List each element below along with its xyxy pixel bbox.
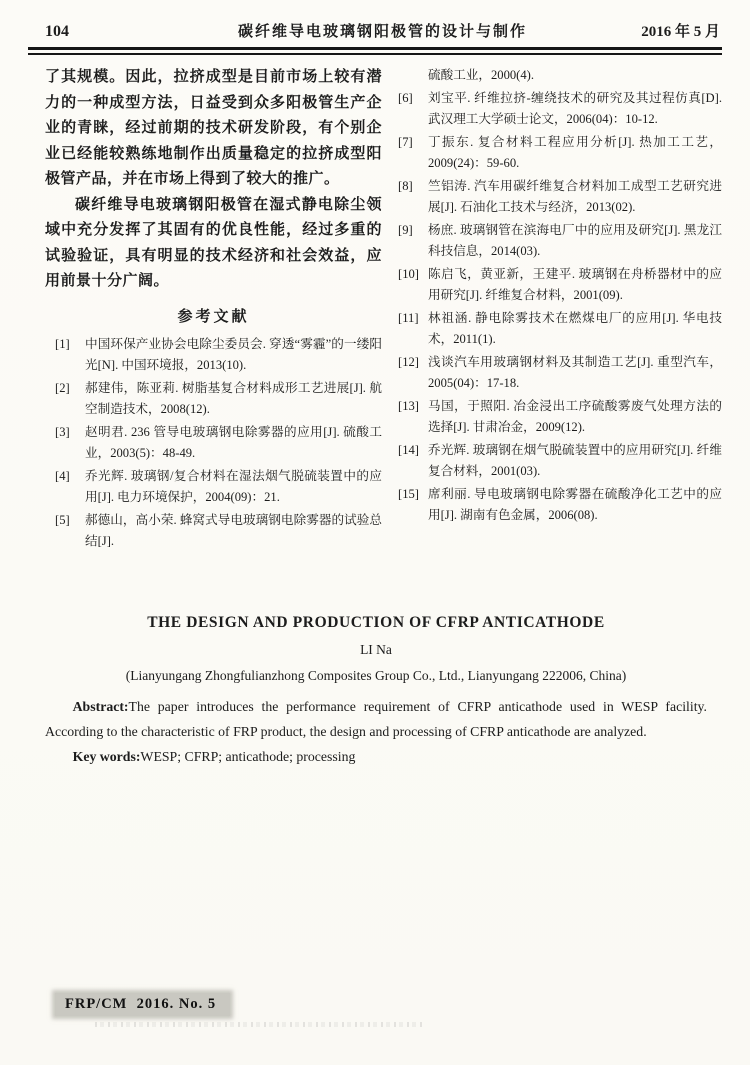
reference-marker: [6] (398, 90, 413, 105)
reference-text: 竺铝涛. 汽车用碳纤维复合材料加工成型工艺研究进展[J]. 石油化工技术与经济，2013(02). (428, 178, 722, 214)
page-number: 104 (45, 23, 69, 40)
header-rule-thick (28, 47, 722, 50)
reference-marker: [1] (55, 336, 70, 351)
reference-text: 赵明君. 236 管导电玻璃钢电除雾器的应用[J]. 硫酸工业，2003(5)：48-49. (85, 424, 382, 460)
body-columns (0, 55, 750, 554)
reference-item (55, 422, 382, 465)
reference-text: 乔光辉. 玻璃钢在烟气脱硫装置中的应用研究[J]. 纤维复合材料，2001(03). (428, 442, 722, 478)
reference-item (398, 264, 722, 307)
running-title: 碳纤维导电玻璃钢阳极管的设计与制作 (237, 24, 527, 40)
abstract-label: Abstract: (72, 698, 129, 714)
reference-marker: [10] (398, 266, 419, 281)
reference-text: 丁振东. 复合材料工程应用分析[J]. 热加工工艺，2009(24)：59-60. (428, 134, 722, 170)
reference-text: 刘宝平. 纤维拉挤-缠绕技术的研究及其过程仿真[D]. 武汉理工大学硕士论文，2006(04)：10-12. (428, 90, 722, 126)
keywords-line (45, 744, 707, 769)
reference-item (55, 466, 382, 509)
reference-item (398, 132, 722, 175)
reference-marker: [7] (398, 134, 413, 149)
abstract-paragraph (45, 694, 707, 744)
reference-item (398, 440, 722, 483)
reference-marker: [2] (55, 380, 70, 395)
reference-text: 浅谈汽车用玻璃钢材料及其制造工艺[J]. 重型汽车，2005(04)：17-18. (428, 354, 722, 390)
reference-marker: [3] (55, 424, 70, 439)
issue-date: 2016 年 5 月 (641, 24, 720, 40)
reference-item (398, 352, 722, 395)
abstract-text: The paper introduces the performance requirement of CFRP anticathode used in WESP facility. According to the characteristic of FRP product, the design and processing of CFRP anticathode are analyzed. (45, 698, 707, 739)
english-author: LI Na (360, 641, 392, 657)
english-abstract-section (0, 554, 750, 769)
reference-marker: [5] (55, 512, 70, 527)
paragraph-continuation: 了其规模。因此，拉挤成型是目前市场上较有潜力的一种成型方法，日益受到众多阳极管生产企业的青睐，经过前期的技术研发阶段，有个别企业已经能较熟练地制作出质量稳定的拉挤成型阳极管产品，并在市场上得到了较大的推广。 (45, 69, 382, 187)
journal-footer-stamp: FRP/CM 2016. No. 5 (55, 993, 230, 1016)
right-column (398, 65, 722, 554)
reference-item (398, 88, 722, 131)
reference-text: 林祖涵. 静电除雾技术在燃煤电厂的应用[J]. 华电技术，2011(1). (428, 310, 722, 346)
english-title: THE DESIGN AND PRODUCTION OF CFRP ANTICATHODE (147, 613, 605, 631)
english-affiliation: (Lianyungang Zhongfulianzhong Composites Group Co., Ltd., Lianyungang 222006, China) (125, 667, 627, 683)
scan-artifact (95, 1022, 425, 1027)
reference-item (398, 484, 722, 527)
reference-item (55, 334, 382, 377)
reference-item (55, 378, 382, 421)
paragraph-conclusion: 碳纤维导电玻璃钢阳极管在湿式静电除尘领域中充分发挥了其固有的优良性能，经过多重的试验验证，具有明显的技术经济和社会效益，应用前景十分广阔。 (45, 196, 382, 289)
reference-text: 中国环保产业协会电除尘委员会. 穿透“雾霾”的一缕阳光[N]. 中国环境报，2013(10). (85, 336, 382, 372)
reference-marker: [11] (398, 310, 419, 325)
reference-item (55, 510, 382, 553)
left-column (45, 65, 382, 554)
reference-marker: [14] (398, 442, 419, 457)
reference-text: 席利丽. 导电玻璃钢电除雾器在硫酸净化工艺中的应用[J]. 湖南有色金属，2006(08). (428, 486, 722, 522)
reference-text: 陈启飞，黄亚新，王建平. 玻璃钢在舟桥器材中的应用研究[J]. 纤维复合材料，2001(09). (428, 266, 722, 302)
reference-item (398, 176, 722, 219)
reference-marker: [15] (398, 486, 419, 501)
reference-text: 郝德山，高小荣. 蜂窝式导电玻璃钢电除雾器的试验总结[J]. (85, 512, 382, 548)
reference-marker: [8] (398, 178, 413, 193)
keywords-text: WESP; CFRP; anticathode; processing (140, 748, 356, 764)
reference-item (398, 220, 722, 263)
references-heading: 参考文献 (177, 308, 250, 325)
reference-text: 杨庶. 玻璃钢管在滨海电厂中的应用及研究[J]. 黑龙江科技信息，2014(03). (428, 222, 722, 258)
keywords-label: Key words: (72, 748, 141, 764)
page-header (0, 0, 750, 45)
reference-marker: [4] (55, 468, 70, 483)
reference-item (398, 308, 722, 351)
header-double-rule (28, 47, 722, 55)
reference-item (398, 396, 722, 439)
reference-marker: [13] (398, 398, 419, 413)
reference-continuation: 硫酸工业，2000(4). (428, 68, 534, 82)
reference-text: 马国，于照阳. 冶金浸出工序硫酸雾废气处理方法的选择[J]. 甘肃冶金，2009(12). (428, 398, 722, 434)
reference-text: 郝建伟，陈亚莉. 树脂基复合材料成形工艺进展[J]. 航空制造技术，2008(12). (85, 380, 382, 416)
reference-marker: [12] (398, 354, 419, 369)
reference-text: 乔光辉. 玻璃钢/复合材料在湿法烟气脱硫装置中的应用[J]. 电力环境保护，2004(09)：21. (85, 468, 382, 504)
reference-marker: [9] (398, 222, 413, 237)
